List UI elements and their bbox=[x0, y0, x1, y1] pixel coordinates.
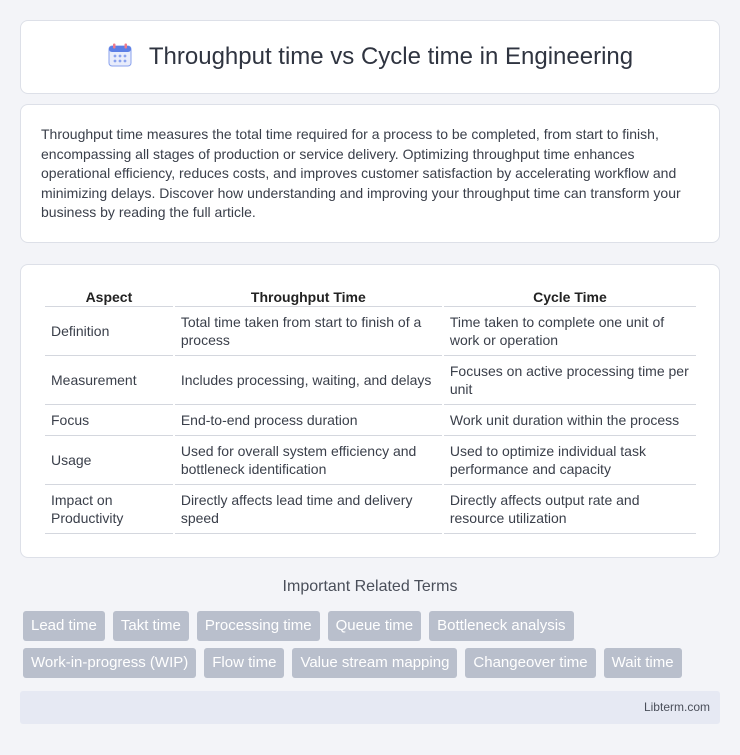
comparison-table bbox=[43, 285, 698, 534]
tag-row bbox=[23, 611, 723, 641]
tag-row bbox=[23, 648, 723, 678]
comparison-card bbox=[20, 264, 720, 558]
row-aspect: Usage bbox=[45, 436, 173, 485]
calendar-icon bbox=[107, 42, 133, 73]
table-row bbox=[45, 405, 696, 436]
header bbox=[107, 42, 633, 73]
row-throughput: Used for overall system efficiency and bottleneck identification bbox=[175, 436, 442, 485]
table-row bbox=[45, 436, 696, 485]
related-terms-title: Important Related Terms bbox=[282, 578, 458, 595]
row-aspect: Focus bbox=[45, 405, 173, 436]
table-row bbox=[45, 307, 696, 356]
footer-site-link[interactable]: Libterm.com bbox=[643, 700, 710, 714]
table-header-row bbox=[45, 285, 696, 307]
tag-value-stream-mapping[interactable]: Value stream mapping bbox=[292, 648, 457, 678]
footer bbox=[20, 691, 720, 724]
row-throughput: Directly affects lead time and delivery speed bbox=[175, 485, 442, 534]
tag-wait-time[interactable]: Wait time bbox=[604, 648, 682, 678]
row-aspect: Definition bbox=[45, 307, 173, 356]
tag-changeover-time[interactable]: Changeover time bbox=[465, 648, 595, 678]
tag-queue-time[interactable]: Queue time bbox=[328, 611, 422, 641]
table-row bbox=[45, 356, 696, 405]
header-card bbox=[20, 20, 720, 94]
tag-wip[interactable]: Work-in-progress (WIP) bbox=[23, 648, 196, 678]
intro-paragraph: Throughput time measures the total time required for a process to be completed, from start to finish, encompassing all stages of production or service delivery. Optimizing throughput time enhances operational efficiency, reduces costs, and improves customer satisfaction by accelerating workflow and minimizing delays. Discover how understanding and improving your throughput time can transform your business by reading the full article. bbox=[41, 126, 681, 221]
row-throughput: Includes processing, waiting, and delays bbox=[175, 356, 442, 405]
tag-processing-time[interactable]: Processing time bbox=[197, 611, 320, 641]
tag-takt-time[interactable]: Takt time bbox=[113, 611, 189, 641]
table-row bbox=[45, 485, 696, 534]
row-throughput: Total time taken from start to finish of a process bbox=[175, 307, 442, 356]
intro-card bbox=[20, 104, 720, 243]
row-cycle: Focuses on active processing time per unit bbox=[444, 356, 696, 405]
row-aspect: Impact on Productivity bbox=[45, 485, 173, 534]
row-aspect: Measurement bbox=[45, 356, 173, 405]
header-aspect: Aspect bbox=[45, 285, 173, 307]
tag-flow-time[interactable]: Flow time bbox=[204, 648, 284, 678]
tag-bottleneck-analysis[interactable]: Bottleneck analysis bbox=[429, 611, 573, 641]
related-terms bbox=[23, 611, 723, 685]
header-throughput-time: Throughput Time bbox=[175, 285, 442, 307]
tag-lead-time[interactable]: Lead time bbox=[23, 611, 105, 641]
header-cycle-time: Cycle Time bbox=[444, 285, 696, 307]
row-cycle: Used to optimize individual task performance and capacity bbox=[444, 436, 696, 485]
row-cycle: Work unit duration within the process bbox=[444, 405, 696, 436]
row-cycle: Directly affects output rate and resource utilization bbox=[444, 485, 696, 534]
row-cycle: Time taken to complete one unit of work or operation bbox=[444, 307, 696, 356]
page-title: Throughput time vs Cycle time in Engineering bbox=[148, 43, 634, 70]
row-throughput: End-to-end process duration bbox=[175, 405, 442, 436]
